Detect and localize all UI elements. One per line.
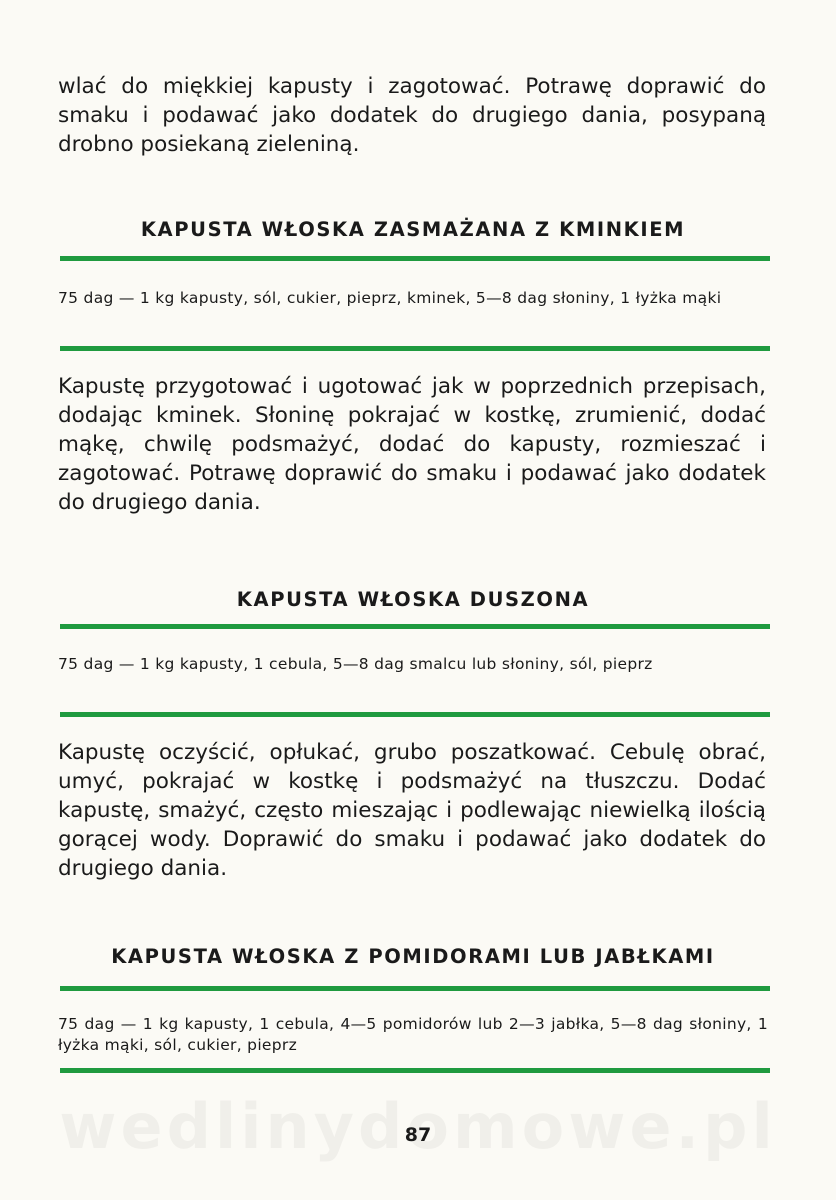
recipe-ingredients-3: 75 dag — 1 kg kapusty, 1 cebula, 4—5 pomidorów lub 2—3 jabłka, 5—8 dag słoniny, 1 łyżka mąki, sól, cukier, pieprz (58, 1015, 768, 1054)
page-number: 87 (404, 1124, 432, 1146)
recipe-instructions-2: Kapustę oczyścić, opłukać, grubo poszatkować. Cebulę obrać, umyć, pokrajać w kostkę i podsmażyć na tłuszczu. Dodać kapustę, smażyć, często mieszając i podlewając niewielką ilością gorącej wody. Doprawić do smaku i podawać jako dodatek do drugiego dania. (58, 740, 766, 881)
recipe-ingredients-1: 75 dag — 1 kg kapusty, sól, cukier, pieprz, kminek, 5—8 dag słoniny, 1 łyżka mąki (58, 289, 722, 307)
green-rule (60, 1068, 770, 1073)
recipe-ingredients-2: 75 dag — 1 kg kapusty, 1 cebula, 5—8 dag smalcu lub słoniny, sól, pieprz (58, 655, 653, 673)
green-rule (60, 346, 770, 351)
green-rule (60, 256, 770, 261)
intro-paragraph: wlać do miękkiej kapusty i zagotować. Potrawę doprawić do smaku i podawać jako dodatek do drugiego dania, posypaną drobno posiekaną zieleniną. (58, 74, 766, 157)
green-rule (60, 712, 770, 717)
green-rule (60, 986, 770, 991)
recipe-title-3: KAPUSTA WŁOSKA Z POMIDORAMI LUB JABŁKAMI (111, 945, 715, 968)
recipe-title-2: KAPUSTA WŁOSKA DUSZONA (236, 588, 590, 611)
recipe-title-1: KAPUSTA WŁOSKA ZASMAŻANA Z KMINKIEM (140, 218, 686, 241)
recipe-instructions-1: Kapustę przygotować i ugotować jak w poprzednich przepisach, dodając kminek. Słoninę pokrajać w kostkę, zrumienić, dodać mąkę, chwilę podsmażyć, dodać do kapusty, rozmieszać i zagotować. Potrawę doprawić do smaku i podawać jako dodatek do drugiego dania. (58, 374, 766, 515)
green-rule (60, 624, 770, 629)
